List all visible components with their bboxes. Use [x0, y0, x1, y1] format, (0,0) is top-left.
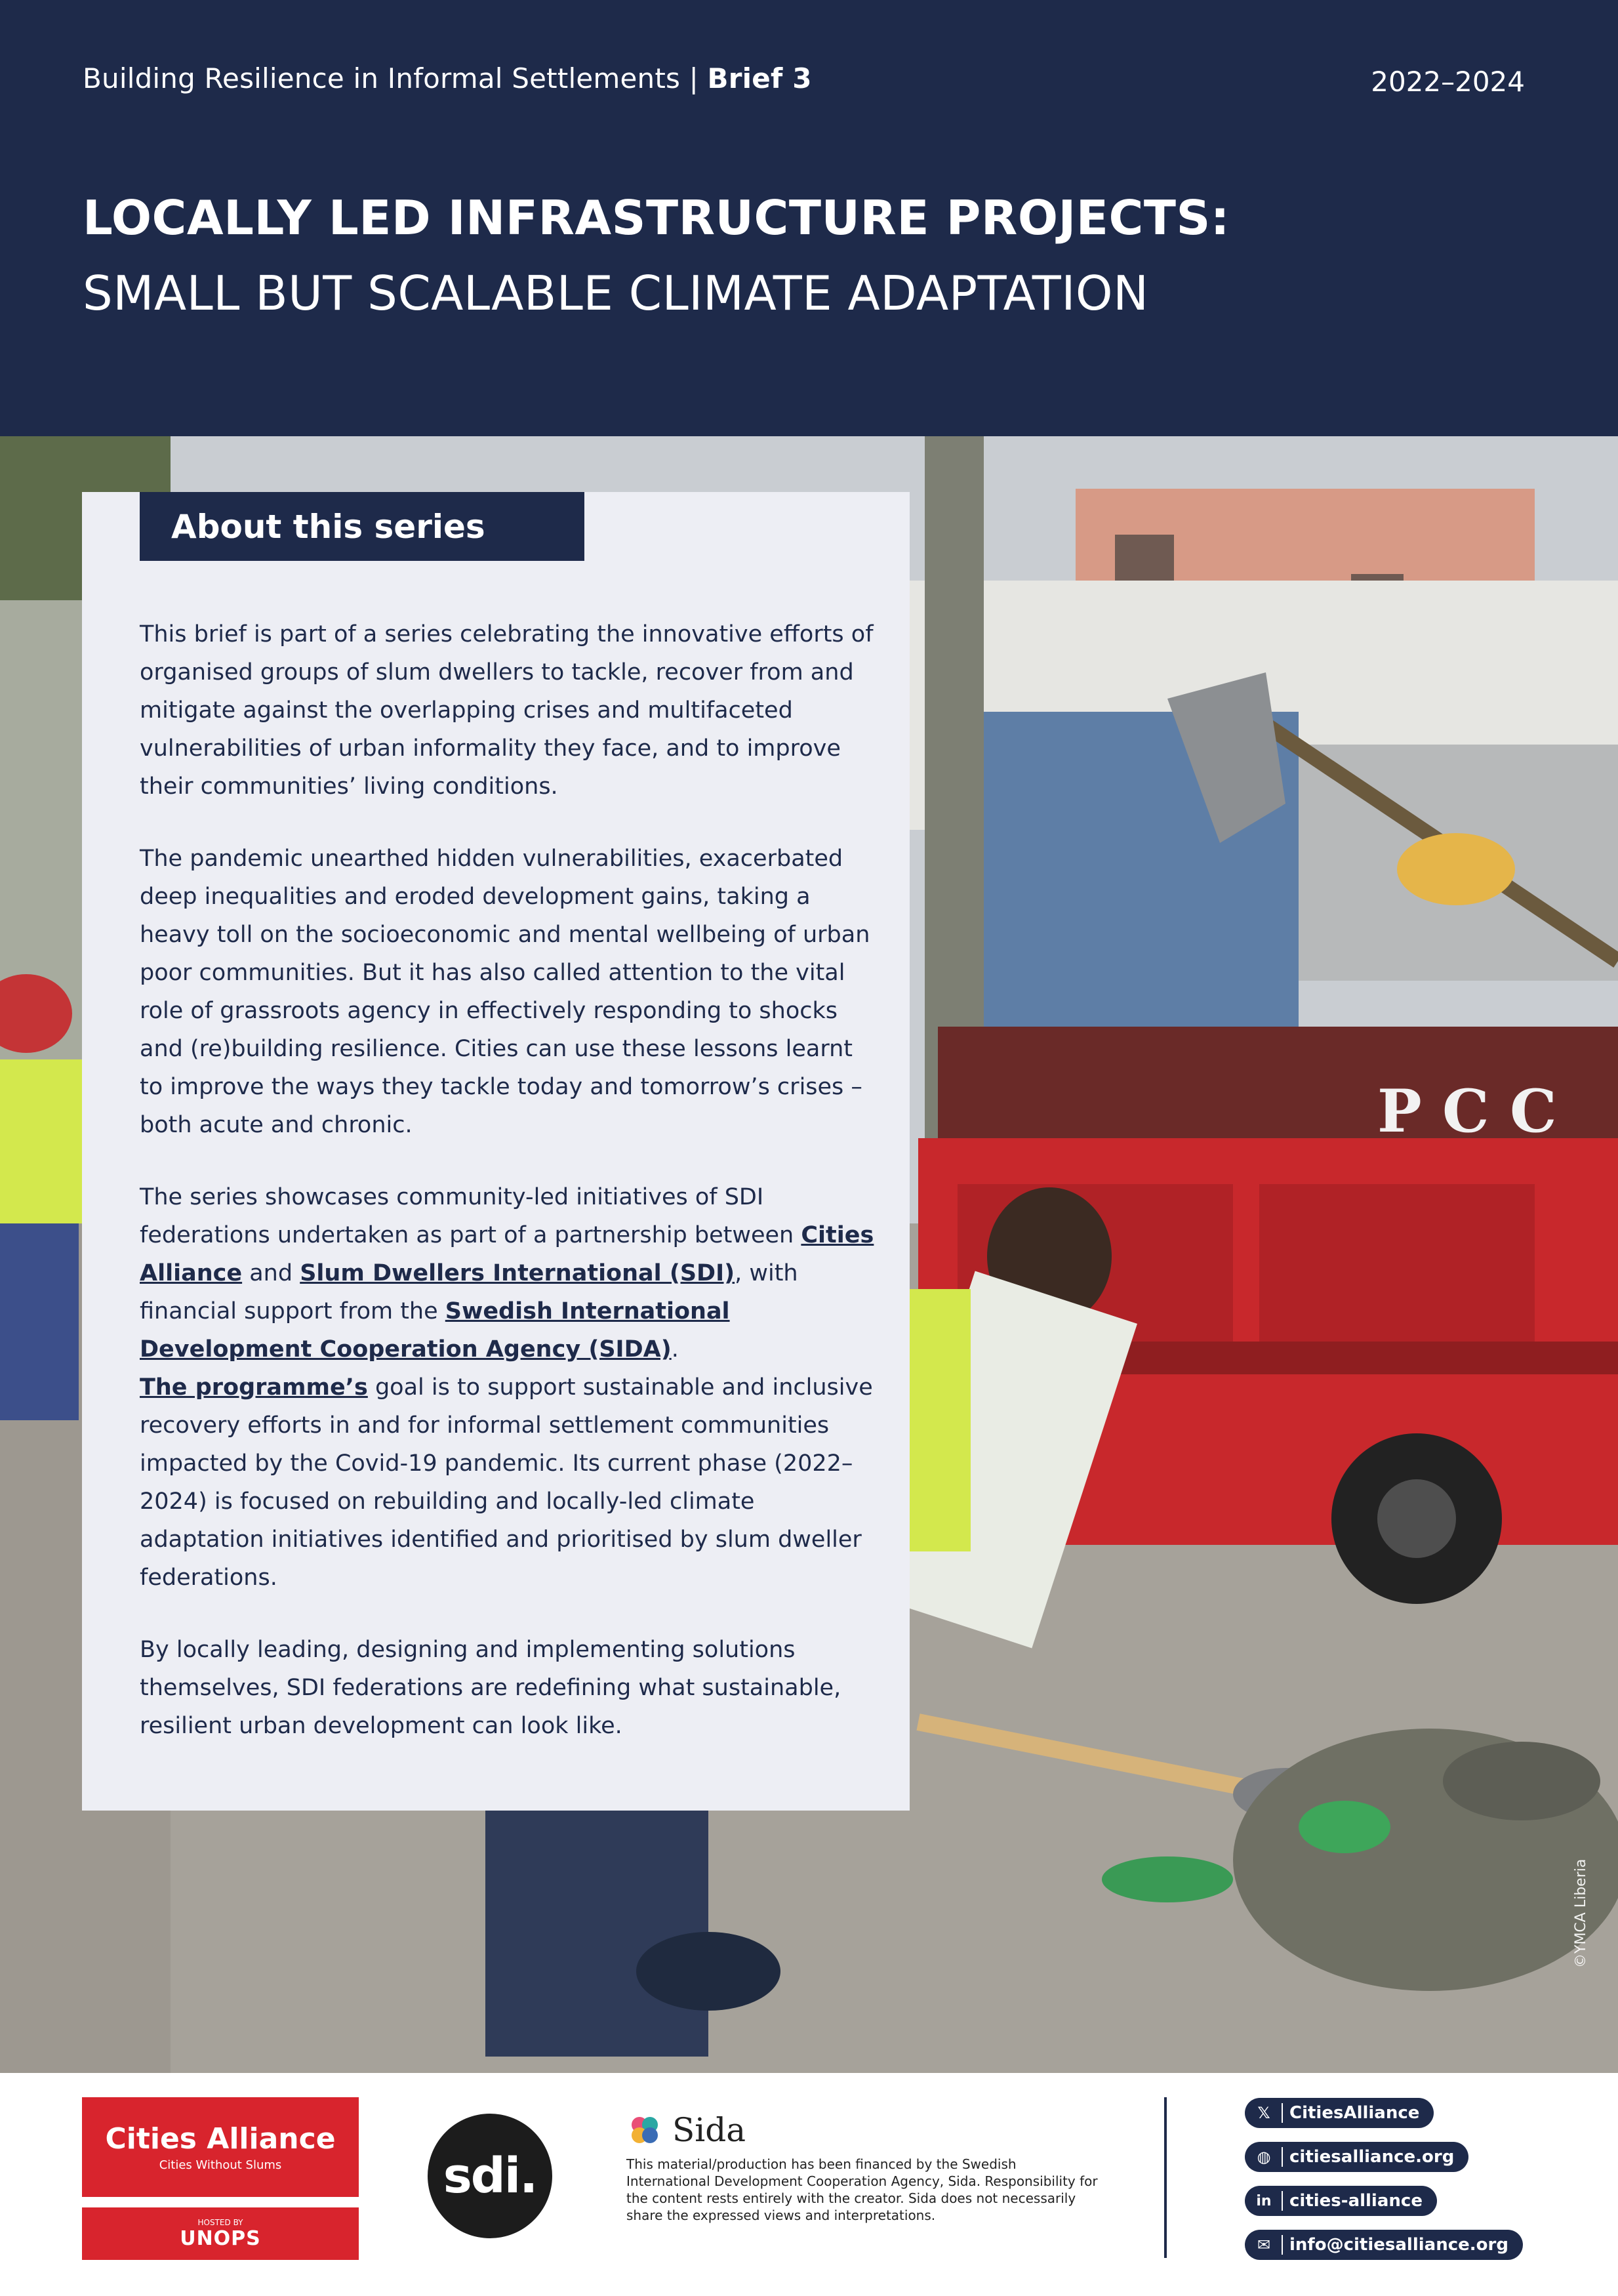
about-paragraph-3 [140, 1178, 874, 1597]
about-body [140, 615, 874, 1779]
x-icon: 𝕏 [1257, 2104, 1270, 2122]
contact-separator [1282, 2103, 1283, 2123]
sida-name: Sida [672, 2111, 746, 2149]
globe-icon: ◍ [1257, 2148, 1271, 2166]
sida-disclaimer: This material/production has been financed by the Swedish International Development Cooperation Agency, Sida. Responsibility for the content rests entirely with the creator. Sida does not necessarily share the expressed views and interpretations. [626, 2156, 1098, 2223]
contact-linkedin-label: cities-alliance [1289, 2191, 1423, 2211]
title-line-1: LOCALLY LED INFRASTRUCTURE PROJECTS: [83, 190, 1230, 245]
about-heading: About this series [140, 492, 584, 561]
years-label: 2022–2024 [1371, 66, 1525, 98]
p3-text-b: and [242, 1260, 300, 1286]
footer [0, 2073, 1618, 2296]
cities-alliance-tagline: Cities Without Slums [159, 2158, 282, 2172]
about-series-panel [82, 492, 910, 1811]
unops-name: UNOPS [180, 2226, 261, 2250]
unops-logo[interactable] [82, 2207, 359, 2260]
sdi-link[interactable]: Slum Dwellers International (SDI) [300, 1260, 735, 1286]
contact-email-label: info@citiesalliance.org [1289, 2235, 1508, 2255]
sida-flower-icon [626, 2112, 663, 2148]
contact-separator [1282, 2235, 1283, 2255]
contact-x[interactable] [1245, 2098, 1434, 2128]
contact-email[interactable] [1245, 2230, 1523, 2260]
programme-link[interactable]: The programme’s [140, 1374, 368, 1401]
contact-linkedin[interactable] [1245, 2186, 1437, 2216]
contact-separator [1282, 2147, 1283, 2167]
about-paragraph-2: The pandemic unearthed hidden vulnerabilities, exacerbated deep inequalities and eroded development gains, taking a heavy toll on the socioeconomic and mental wellbeing of urban poor communities. But it has also called attention to the vital role of grassroots agency in effectively responding to shocks and (re)building resilience. Cities can use these lessons learnt to improve the ways they tackle today and tomorrow’s crises – both acute and chronic. [140, 846, 870, 1138]
about-paragraph-4: By locally leading, designing and implementing solutions themselves, SDI federations are redefining what sustainable, resilient urban development can look like. [140, 1637, 841, 1739]
p3-text-d: . [671, 1336, 679, 1363]
series-separator: | [680, 62, 708, 94]
footer-divider [1164, 2097, 1167, 2258]
title-line-2: SMALL BUT SCALABLE CLIMATE ADAPTATION [83, 266, 1149, 321]
p3-text-a: The series showcases community-led initiatives of SDI federations undertaken as part of a partnership between [140, 1184, 801, 1248]
p3-text-e: goal is to support sustainable and inclusive recovery efforts in and for informal settlement communities impacted by the Covid-19 pandemic. Its current phase (2022–2024) is focused on rebuilding and locally-led climate adaptation initiatives identified and prioritised by slum dweller federations. [140, 1374, 873, 1591]
sida-link[interactable]: Swedish International Development Cooperation Agency (SIDA) [140, 1298, 730, 1363]
sida-logo[interactable] [626, 2111, 1099, 2149]
cities-alliance-logo[interactable] [82, 2097, 359, 2197]
about-paragraph-1: This brief is part of a series celebrating the innovative efforts of organised groups of slum dwellers to tackle, recover from and mitigate against the overlapping crises and multifaceted vulnerabilities of urban informality they face, and to improve their communities’ living conditions. [140, 621, 874, 800]
sida-block [626, 2111, 1099, 2224]
contact-website[interactable] [1245, 2142, 1468, 2172]
contact-list [1245, 2098, 1523, 2274]
series-line [83, 62, 812, 94]
unops-hosted-by: HOSTED BY [197, 2217, 243, 2227]
series-name: Building Resilience in Informal Settlements [83, 62, 681, 94]
photo-credit: ©YMCA Liberia [1573, 1858, 1589, 1968]
linkedin-icon: in [1256, 2192, 1272, 2209]
p3-text-c: , with financial support from the [140, 1260, 798, 1324]
contact-website-label: citiesalliance.org [1289, 2147, 1455, 2167]
cities-alliance-link[interactable]: Cities Alliance [140, 1222, 874, 1286]
header-banner [0, 0, 1618, 436]
contact-separator [1282, 2191, 1283, 2211]
mail-icon: ✉ [1257, 2236, 1271, 2254]
contact-x-label: CitiesAlliance [1289, 2103, 1420, 2123]
svg-text:P C C: P C C [1377, 1076, 1557, 1146]
brief-number: Brief 3 [707, 62, 812, 94]
sdi-logo[interactable]: sdi. [428, 2114, 552, 2238]
cities-alliance-name: Cities Alliance [105, 2122, 336, 2156]
